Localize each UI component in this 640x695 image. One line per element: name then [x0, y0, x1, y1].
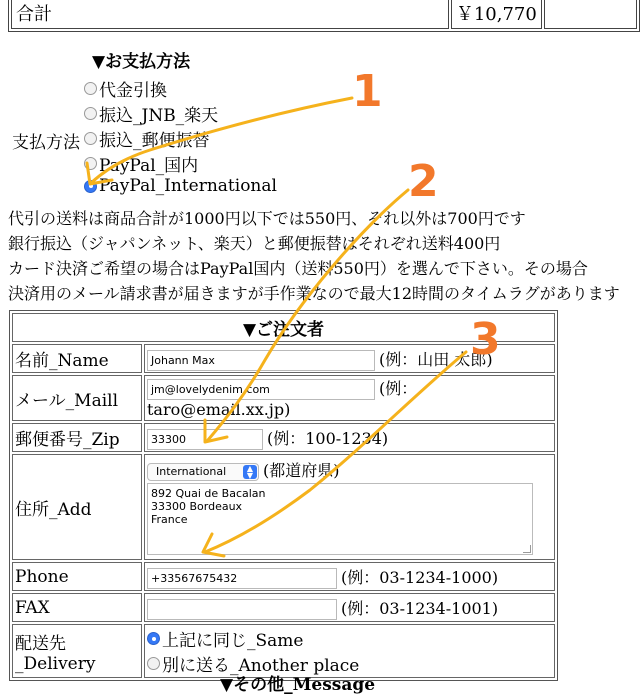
total-amount: ￥10,770: [451, 0, 542, 29]
payment-option-paypal-international[interactable]: [84, 176, 277, 196]
zip-hint: (例：100-1234): [267, 428, 389, 448]
prefecture-select[interactable]: [147, 463, 259, 481]
name-input[interactable]: Johann Max: [147, 350, 375, 371]
phone-input[interactable]: +33567675432: [147, 568, 337, 589]
prefecture-hint: (都道府県): [263, 461, 340, 480]
name-label: 名前_Name: [12, 344, 142, 373]
radio-checked-icon[interactable]: [147, 632, 160, 645]
phone-hint: (例：03-1234-1000): [341, 567, 499, 587]
payment-option-paypal-domestic[interactable]: [84, 151, 198, 176]
radio-icon[interactable]: [147, 657, 160, 670]
annotation-number-1: 1: [352, 66, 383, 117]
address-line: 33300 Bordeaux: [151, 500, 243, 513]
address-line: France: [151, 513, 188, 526]
fax-input[interactable]: [147, 599, 337, 620]
delivery-option-same[interactable]: [147, 626, 552, 651]
payment-option-label: PayPal_International: [99, 176, 277, 196]
address-textarea[interactable]: [147, 483, 533, 555]
annotation-number-3: 3: [470, 314, 501, 365]
resize-grip-icon[interactable]: [523, 545, 531, 553]
payment-option-cod[interactable]: [84, 76, 167, 101]
total-label: 合計: [11, 0, 449, 29]
radio-icon[interactable]: [84, 107, 97, 120]
radio-icon[interactable]: [84, 82, 97, 95]
phone-label: Phone: [12, 562, 142, 591]
fax-label: FAX: [12, 593, 142, 622]
select-chevron-icon: ▲ ▼: [243, 465, 257, 479]
fax-hint: (例：03-1234-1001): [341, 598, 499, 618]
payment-option-label: 代金引換: [99, 81, 167, 101]
delivery-option-label: 上記に同じ_Same: [162, 631, 304, 651]
delivery-option-label: 別に送る_Another place: [162, 656, 360, 676]
payment-field-label: 支払方法: [12, 133, 80, 153]
orderer-section-title: ▼ご注文者: [12, 313, 555, 342]
payment-option-postal[interactable]: [84, 126, 210, 151]
total-empty-cell: [544, 0, 637, 29]
zip-label: 郵便番号_Zip: [12, 423, 142, 452]
payment-section-title: ▼お支払方法: [92, 52, 191, 72]
note-line: 代引の送料は商品合計が1000円以下では550円、それ以外は700円です: [8, 209, 526, 228]
radio-icon[interactable]: [84, 132, 97, 145]
zip-input[interactable]: 33300: [147, 429, 263, 450]
orderer-table: [9, 310, 558, 681]
note-line: 決済用のメール請求書が届きますが手作業なので最大12時間のタイムラグがあります: [8, 284, 620, 303]
email-label: メール_Maill: [12, 375, 142, 421]
email-hint: (例：taro@email.xx.jp): [147, 379, 418, 419]
payment-option-bank-jnb[interactable]: [84, 101, 218, 126]
shipping-notes: [8, 206, 620, 306]
address-line: 892 Quai de Bacalan: [151, 487, 266, 500]
email-input[interactable]: jm@lovelydenim.com: [147, 379, 375, 400]
payment-option-label: 振込_JNB_楽天: [99, 106, 219, 126]
other-section-title: ▼その他_Message: [220, 675, 376, 695]
total-table: [8, 0, 640, 32]
radio-checked-icon[interactable]: [84, 180, 97, 193]
total-row: [11, 0, 637, 29]
note-line: カード決済ご希望の場合はPayPal国内（送料550円）を選んで下さい。その場合: [8, 259, 588, 278]
note-line: 銀行振込（ジャパンネット、楽天）と郵便振替はそれぞれ送料400円: [8, 234, 501, 253]
payment-option-label: 振込_郵便振替: [99, 131, 210, 151]
address-label: 住所_Add: [12, 454, 142, 560]
name-hint: (例：山田 太郎): [379, 349, 493, 369]
delivery-label: 配送先_Delivery: [12, 624, 142, 678]
annotation-number-2: 2: [408, 156, 439, 207]
payment-option-label: PayPal_国内: [99, 156, 199, 176]
radio-icon[interactable]: [84, 157, 97, 170]
prefecture-selected-value: International: [156, 465, 227, 478]
